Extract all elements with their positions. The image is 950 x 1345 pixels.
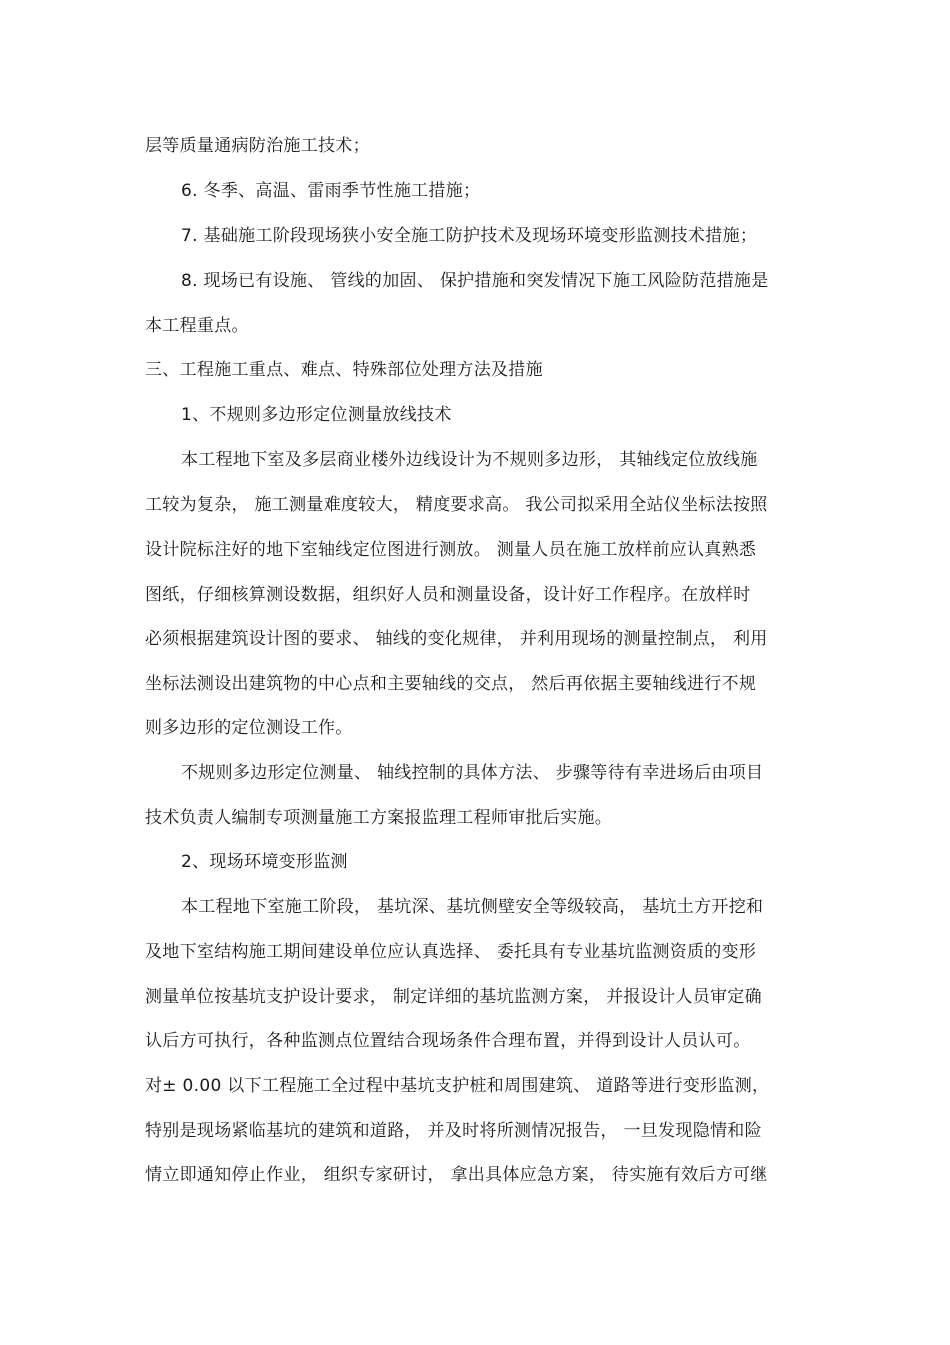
paragraph-line: 图纸，仔细核算测设数据，组织好人员和测量设备，设计好工作程序。在放样时 <box>145 585 751 605</box>
list-item-7: 7. 基础施工阶段现场狭小安全施工防护技术及现场环境变形监测技术措施； <box>181 226 758 246</box>
section-heading: 三、工程施工重点、难点、特殊部位处理方法及措施 <box>145 360 543 380</box>
paragraph-line: 技术负责人编制专项测量施工方案报监理工程师审批后实施。 <box>145 808 613 828</box>
paragraph-line: 工较为复杂， 施工测量难度较大， 精度要求高。 我公司拟采用全站仪坐标法按照 <box>145 495 768 515</box>
subsection-heading-2: 2、现场环境变形监测 <box>181 852 348 872</box>
paragraph-line: 本工程地下室施工阶段， 基坑深、基坑侧壁安全等级较高， 基坑土方开挖和 <box>181 897 764 917</box>
paragraph-line: 及地下室结构施工期间建设单位应认真选择、 委托具有专业基坑监测资质的变形 <box>145 942 757 962</box>
list-item-8: 8. 现场已有设施、 管线的加固、 保护措施和突发情况下施工风险防范措施是 <box>181 271 769 291</box>
text-line: 本工程重点。 <box>145 316 249 336</box>
paragraph-line: 坐标法测设出建筑物的中心点和主要轴线的交点， 然后再依据主要轴线进行不规 <box>145 674 757 694</box>
paragraph-line: 对± 0.00 以下工程施工全过程中基坑支护桩和周围建筑、 道路等进行变形监测， <box>145 1076 770 1096</box>
paragraph-line: 设计院标注好的地下室轴线定位图进行测放。 测量人员在施工放样前应认真熟悉 <box>145 540 757 560</box>
paragraph-line: 测量单位按基坑支护设计要求， 制定详细的基坑监测方案， 并报设计人员审定确 <box>145 987 762 1007</box>
paragraph-line: 则多边形的定位测设工作。 <box>145 718 353 738</box>
paragraph-line: 认后方可执行，各种监测点位置结合现场条件合理布置，并得到设计人员认可。 <box>145 1031 751 1051</box>
list-item-6: 6. 冬季、高温、雷雨季节性施工措施； <box>181 181 481 201</box>
paragraph-line: 特别是现场紧临基坑的建筑和道路， 并及时将所测情况报告， 一旦发现隐情和险 <box>145 1121 762 1141</box>
paragraph-line: 必须根据建筑设计图的要求、 轴线的变化规律， 并利用现场的测量控制点， 利用 <box>145 629 768 649</box>
paragraph-line: 不规则多边形定位测量、 轴线控制的具体方法、 步骤等待有幸进场后由项目 <box>181 763 764 783</box>
paragraph-line: 情立即通知停止作业， 组织专家研讨， 拿出具体应急方案， 待实施有效后方可继 <box>145 1165 768 1185</box>
subsection-heading-1: 1、不规则多边形定位测量放线技术 <box>181 405 452 425</box>
text-line: 层等质量通病防治施工技术； <box>145 136 370 156</box>
paragraph-line: 本工程地下室及多层商业楼外边线设计为不规则多边形， 其轴线定位放线施 <box>181 450 758 470</box>
